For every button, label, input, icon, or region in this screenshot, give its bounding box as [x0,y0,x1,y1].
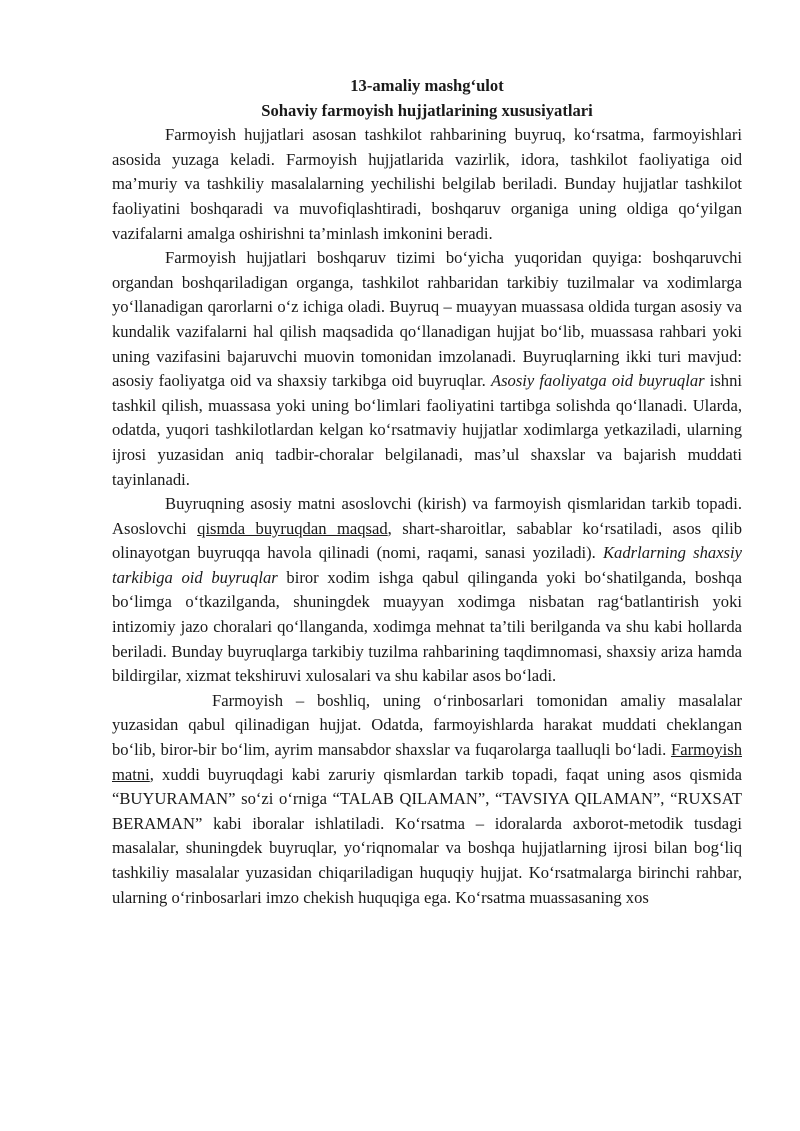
paragraph-4 [112,689,742,910]
paragraph-2-italic-term: Asosiy faoliyatga oid buyruqlar [490,371,705,391]
paragraph-2 [112,246,742,492]
paragraph-4-underlined-term: Farmoyish matni [112,740,742,784]
paragraph-4-text-a: Farmoyish – boshliq, uning o‘rinbosarlari tomonidan amaliy masalalar yuzasidan qabul qilinadigan hujjat. Odatda, farmoyishlarda harakat muddati cheklangan bo‘lib, biror-bir bo‘lim, ayrim mansabdor shaxslar va fuqarolarga taalluqli bo‘ladi. [112,690,742,760]
paragraph-3-text-e: biror xodim ishga qabul qilinganda yoki bo‘shatilganda, boshqa bo‘limga o‘tkazilganda, shuningdek muayyan xodimga nisbatan rag‘batlantirish yoki intizomiy jazo choralari qo‘llanganda, xodimga mehnat ta’tili berilganda va shu kabi hollarda beriladi. Bunday buyruqlarga tarkibiy tuzilma rahbarining taqdimnomasi, shaxsiy ariza hamda bildirgilar, xizmat tekshiruvi xulosalari va shu kabilar asos bo‘ladi. [112,567,743,686]
paragraph-3 [112,492,742,689]
paragraph-4-text-c: , xuddi buyruqdagi kabi zaruriy qismlardan tarkib topadi, faqat uning asos qismida “BUYURAMAN” so‘zi o‘rniga “TALAB QILAMAN”, “TAVSIYA QILAMAN”, “RUXSAT BERAMAN” kabi iboralar ishlatiladi. Ko‘rsatma – idoralarda axborot-metodik tusdagi masalalar, shuningdek buyruqlar, yo‘riqnomalar va boshqa hujjatlarning ijrosi bilan bog‘liq tashkiliy masalalar yuzasidan chiqariladigan huquqiy hujjat. Ko‘rsatmalarga birinchi rahbar, ularning o‘rinbosarlari imzo chekish huquqiga ega. Ko‘rsatma muassasaning xos [112,764,742,907]
paragraph-1: Farmoyish hujjatlari asosan tashkilot rahbarining buyruq, ko‘rsatma, farmoyishlari asosida yuzaga keladi. Farmoyish hujjatlarida vazirlik, idora, tashkilot faoliyatiga oid ma’muriy va tashkiliy masalalarning yechilishi belgilab beriladi. Bunday hujjatlar tashkilot faoliyatini boshqaradi va muvofiqlashtiradi, boshqaruv organiga uning oldiga qo‘yilgan vazifalarni amalga oshirishni ta’minlash imkonini beradi. [112,125,742,243]
paragraph-3-italic-term: Kadrlarning shaxsiy tarkibiga oid buyruqlar [112,543,742,587]
paragraph-2-text-c: ishni tashkil qilish, muassasa yoki uning bo‘limlari faoliyatini tartibga solishda qo‘llanadi. Ularda, odatda, yuqori tashkilotlardan kelgan ko‘rsatmaviy hujjatlar xodimlarga yetkaziladi, ularning ijrosi yuzasidan aniq tadbir-choralar belgilanadi, mas’ul shaxslar va bajarish muddati tayinlanadi. [112,371,743,489]
paragraph-2-text-a: Farmoyish hujjatlari boshqaruv tizimi bo‘yicha yuqoridan quyiga: boshqaruvchi organdan boshqariladigan organga, tashkilot rahbaridan tarkibiy tuzilmalar va xodimlarga yo‘llanadigan qarorlarni o‘z ichiga oladi. Buyruq – muayyan muassasa oldida turgan asosiy va kundalik vazifalarni hal qilish maqsadida qo‘llanadigan hujjat bo‘lib, muassasa rahbari yoki uning vazifasini bajaruvchi muovin tomonidan imzolanadi. Buyruqlarning ikki turi mavjud: asosiy faoliyatga oid va shaxsiy tarkibga oid buyruqlar. [112,248,742,391]
lesson-title: 13-amaliy mashg‘ulot [350,76,504,95]
lesson-subtitle: Sohaviy farmoyish hujjatlarining xususiyatlari [261,100,593,120]
paragraph-3-underlined-term: qismda buyruqdan maqsad [197,518,388,538]
paragraph-3-text-c: , shart-sharoitlar, sabablar ko‘rsatiladi, asos qilib olinayotgan buyruqqa havola qilinadi (nomi, raqami, sanasi yoziladi). [112,518,743,563]
paragraph-3-text-a: Buyruqning asosiy matni asoslovchi (kirish) va farmoyish qismlaridan tarkib topadi. Asoslovchi [112,494,742,538]
document-page [112,74,742,910]
